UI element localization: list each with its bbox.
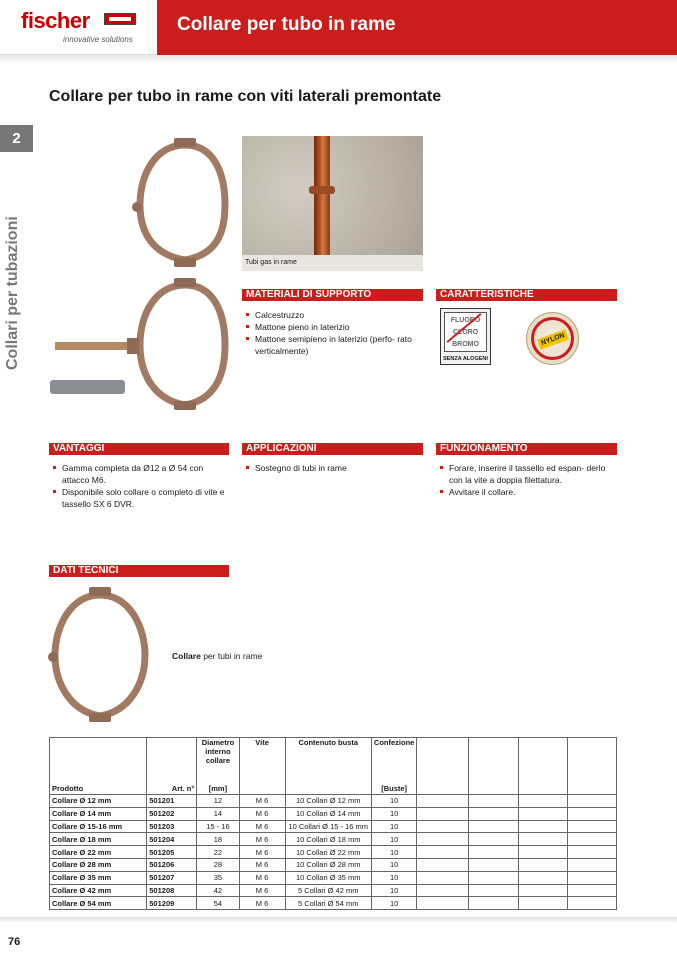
cell-confezione: 10 [371, 897, 417, 910]
cell-vite: M 6 [239, 897, 285, 910]
col-prodotto: Prodotto [50, 784, 147, 795]
footer-divider [0, 917, 677, 923]
vantaggi-list [51, 462, 229, 510]
photo-wall [242, 136, 423, 271]
halogen-line: BROMO [452, 341, 479, 348]
section-dati-title: DATI TECNICI [49, 565, 229, 577]
brand-logo [0, 0, 157, 55]
cell-empty [518, 795, 567, 808]
cell-empty [417, 846, 468, 859]
clamp-screw-top [174, 138, 196, 147]
cell-contenuto: 10 Collari Ø 35 mm [285, 871, 371, 884]
cell-empty [468, 833, 518, 846]
cell-empty [468, 884, 518, 897]
cell-art: 501202 [147, 807, 197, 820]
cell-confezione: 10 [371, 807, 417, 820]
cell-empty [518, 820, 567, 833]
cell-vite: M 6 [239, 820, 285, 833]
cell-prodotto: Collare Ø 12 mm [50, 795, 147, 808]
cell-empty [518, 846, 567, 859]
clamp-bolt-head [132, 202, 142, 212]
cell-diametro: 22 [197, 846, 239, 859]
cell-prodotto: Collare Ø 42 mm [50, 884, 147, 897]
cell-vite: M 6 [239, 884, 285, 897]
halogen-caption: SENZA ALOGENI [443, 356, 488, 362]
cell-empty [567, 807, 616, 820]
cell-contenuto: 5 Collari Ø 42 mm [285, 884, 371, 897]
materiali-list [244, 309, 424, 357]
cell-empty [417, 884, 468, 897]
col-contenuto: Contenuto busta [285, 738, 371, 784]
cell-contenuto: 10 Collari Ø 28 mm [285, 858, 371, 871]
list-item: Disponibile solo collare o completo di vite e tassello SX 6 DVR. [51, 486, 229, 510]
cell-empty [468, 846, 518, 859]
cell-art: 501208 [147, 884, 197, 897]
photo-clamp [309, 186, 335, 194]
header-divider [0, 55, 677, 64]
table-row [50, 795, 617, 808]
photo-copper-pipe [314, 136, 330, 256]
cell-empty [417, 871, 468, 884]
cell-vite: M 6 [239, 833, 285, 846]
cell-art: 501206 [147, 858, 197, 871]
cell-confezione: 10 [371, 858, 417, 871]
col-diametro-unit: [mm] [197, 784, 239, 795]
clamp-technical-image [45, 583, 155, 728]
col-diametro: Diametro interno collare [197, 738, 239, 784]
cell-prodotto: Collare Ø 15-16 mm [50, 820, 147, 833]
cell-prodotto: Collare Ø 54 mm [50, 897, 147, 910]
section-materiali-title: MATERIALI DI SUPPORTO [242, 289, 423, 301]
cell-empty [567, 820, 616, 833]
cell-prodotto: Collare Ø 28 mm [50, 858, 147, 871]
clamp-bottom-left-arm [140, 285, 185, 405]
list-item: Sostegno di tubi in rame [244, 462, 422, 474]
cell-empty [567, 884, 616, 897]
cell-diametro: 12 [197, 795, 239, 808]
cell-vite: M 6 [239, 795, 285, 808]
brand-badge-icon [104, 13, 136, 25]
col-art: Art. n° [147, 784, 197, 795]
halogen-line: CLORO [452, 329, 479, 336]
cell-empty [468, 871, 518, 884]
photo-caption: Tubi gas in rame [242, 255, 423, 271]
cell-prodotto: Collare Ø 18 mm [50, 833, 147, 846]
cell-diametro: 42 [197, 884, 239, 897]
table-row [50, 820, 617, 833]
feature-bold: Collare [172, 651, 201, 661]
cell-empty [567, 846, 616, 859]
table-row [50, 807, 617, 820]
cell-empty [518, 897, 567, 910]
cell-vite: M 6 [239, 871, 285, 884]
cell-empty [417, 858, 468, 871]
installation-photo [242, 136, 423, 271]
screw-nut [127, 338, 139, 354]
wall-plug [50, 380, 125, 394]
cell-empty [518, 807, 567, 820]
cell-empty [518, 871, 567, 884]
col-confezione: Confezione [371, 738, 417, 784]
cell-confezione: 10 [371, 795, 417, 808]
chapter-number: 2 [0, 125, 33, 152]
cell-diametro: 28 [197, 858, 239, 871]
page-number: 76 [8, 936, 21, 948]
table-row [50, 858, 617, 871]
cell-empty [468, 858, 518, 871]
section-vantaggi-title: VANTAGGI [49, 443, 229, 455]
cell-empty [468, 795, 518, 808]
clamp-top-right-arm [185, 145, 225, 260]
table-row [50, 846, 617, 859]
cell-empty [567, 833, 616, 846]
cell-empty [468, 807, 518, 820]
halogen-badge-inner [444, 312, 487, 352]
nylon-label: NYLON [537, 329, 569, 350]
technical-table [49, 737, 617, 910]
list-item: Avvitare il collare. [438, 486, 614, 498]
section-funzionamento-title: FUNZIONAMENTO [436, 443, 617, 455]
cell-empty [567, 897, 616, 910]
brand-name: fischer [21, 8, 90, 33]
funzionamento-list [438, 462, 614, 498]
feature-caption [172, 651, 262, 661]
cell-confezione: 10 [371, 820, 417, 833]
cell-diametro: 54 [197, 897, 239, 910]
cell-empty [567, 795, 616, 808]
cell-vite: M 6 [239, 846, 285, 859]
cell-art: 501203 [147, 820, 197, 833]
cell-empty [417, 807, 468, 820]
product-image [45, 135, 235, 425]
cell-diametro: 14 [197, 807, 239, 820]
cell-contenuto: 10 Collari Ø 15 - 16 mm [285, 820, 371, 833]
cell-contenuto: 10 Collari Ø 22 mm [285, 846, 371, 859]
cell-prodotto: Collare Ø 22 mm [50, 846, 147, 859]
cell-art: 501207 [147, 871, 197, 884]
table-row [50, 897, 617, 910]
applicazioni-list [244, 462, 422, 474]
cell-diametro: 18 [197, 833, 239, 846]
cell-empty [417, 897, 468, 910]
list-item: Forare, inserire il tassello ed espan- derlo con la vite a doppia filettatura. [438, 462, 614, 486]
cell-vite: M 6 [239, 807, 285, 820]
cell-contenuto: 10 Collari Ø 12 mm [285, 795, 371, 808]
page-header [0, 0, 677, 55]
cell-empty [468, 897, 518, 910]
cell-empty [518, 858, 567, 871]
cell-prodotto: Collare Ø 35 mm [50, 871, 147, 884]
section-caratteristiche-title: CARATTERISTICHE [436, 289, 617, 301]
header-title: Collare per tubo in rame [177, 14, 396, 35]
cell-contenuto: 10 Collari Ø 18 mm [285, 833, 371, 846]
chapter-label: Collari per tubazioni [4, 216, 21, 370]
cell-vite: M 6 [239, 858, 285, 871]
cell-empty [417, 820, 468, 833]
cell-empty [567, 871, 616, 884]
table-row [50, 871, 617, 884]
cell-empty [468, 820, 518, 833]
table-row [50, 833, 617, 846]
cell-art: 501204 [147, 833, 197, 846]
col-vite: Vite [239, 738, 285, 784]
halogen-line: FLUORO [450, 317, 481, 324]
clamp-bottom-right-arm [185, 285, 225, 405]
cell-confezione: 10 [371, 884, 417, 897]
clamp-screw-bottom [174, 258, 196, 267]
cell-empty [518, 884, 567, 897]
cell-empty [567, 858, 616, 871]
feature-rest: per tubi in rame [200, 651, 263, 661]
list-item: Calcestruzzo [244, 309, 424, 321]
page-title: Collare per tubo in rame con viti laterali premontate [49, 88, 442, 105]
cell-confezione: 10 [371, 871, 417, 884]
cell-empty [417, 833, 468, 846]
cell-art: 501209 [147, 897, 197, 910]
table-row [50, 884, 617, 897]
cell-contenuto: 5 Collari Ø 54 mm [285, 897, 371, 910]
cell-diametro: 35 [197, 871, 239, 884]
list-item: Mattone semipieno in laterizio (perfo- rato verticalmente) [244, 333, 424, 357]
cell-empty [518, 833, 567, 846]
list-item: Mattone pieno in laterizio [244, 321, 424, 333]
cell-confezione: 10 [371, 846, 417, 859]
brand-tagline: innovative solutions [63, 35, 133, 44]
threaded-screw [55, 342, 135, 350]
clamp-top-left-arm [140, 145, 185, 260]
header-title-bar [157, 0, 677, 55]
clamp-screw-bottom-2 [174, 401, 196, 410]
list-item: Gamma completa da Ø12 a Ø 54 con attacco M6. [51, 462, 229, 486]
cell-art: 501205 [147, 846, 197, 859]
col-confezione-unit: [Buste] [371, 784, 417, 795]
clamp-screw-top-2 [174, 278, 196, 287]
cell-art: 501201 [147, 795, 197, 808]
nylon-seal-icon [526, 312, 579, 365]
section-applicazioni-title: APPLICAZIONI [242, 443, 423, 455]
cell-diametro: 15 - 16 [197, 820, 239, 833]
cell-confezione: 10 [371, 833, 417, 846]
cell-prodotto: Collare Ø 14 mm [50, 807, 147, 820]
cell-empty [417, 795, 468, 808]
cell-contenuto: 10 Collari Ø 14 mm [285, 807, 371, 820]
halogen-free-badge-icon [440, 308, 491, 365]
